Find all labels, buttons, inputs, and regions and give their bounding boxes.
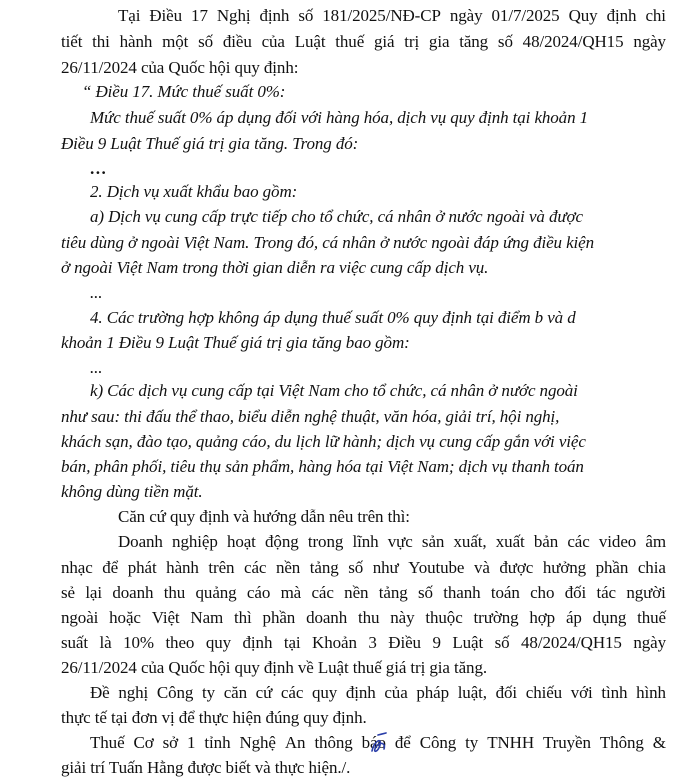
word: theo [165, 633, 195, 652]
word: hoặc [109, 608, 141, 627]
word: nhạc [61, 558, 93, 577]
ellipsis: ... [90, 358, 103, 377]
word: này [390, 608, 415, 627]
word: lĩnh [352, 532, 379, 551]
request-line: thực tế tại đơn vị để thực hiện đúng quy định. [61, 708, 367, 727]
word: suất [61, 633, 88, 652]
word: 181/2025/NĐ-CP [322, 6, 441, 25]
word: phát [127, 558, 157, 577]
word: 48/2024/QH15 [521, 633, 622, 652]
word: Truyền [543, 733, 591, 752]
word: nghiệp [172, 532, 218, 551]
word: Khoản [312, 633, 357, 652]
word: tảng [378, 583, 408, 602]
word: cho [530, 583, 555, 602]
word: bản [533, 532, 559, 551]
word: chi [645, 6, 666, 25]
para-1-line-1 [118, 4, 666, 28]
conclusion-line [61, 631, 666, 655]
word: vực [387, 532, 413, 551]
quote-line: khoản 1 Điều 9 Luật Thuế giá trị gia tăng bao gồm: [61, 333, 410, 352]
word: nghị [118, 683, 149, 702]
word: báo [361, 733, 386, 752]
signature-mark [368, 731, 390, 755]
quote-line: tiêu dùng ở ngoài Việt Nam. Trong đó, cá nhân ở nước ngoài đáp ứng điều kiện [61, 233, 595, 252]
word: tình [601, 683, 628, 702]
word: chiếu [525, 683, 563, 702]
word: thu [163, 583, 186, 602]
conclusion-line [61, 556, 666, 580]
word: 17 [191, 6, 208, 25]
quote-line: Điều 9 Luật Thuế giá trị gia tăng. Trong đó: [61, 134, 359, 153]
word: trên [208, 558, 235, 577]
word: tăng [459, 32, 489, 51]
word: ngày [449, 6, 483, 25]
word: nền [344, 583, 369, 602]
word: sản [421, 532, 445, 551]
quote-line: như sau: thi đấu thể thao, biểu diễn nghệ thuật, văn hóa, giải trí, hội nghị, [61, 407, 560, 426]
word: của [261, 32, 285, 51]
word: để [394, 733, 411, 752]
word: số [198, 32, 214, 51]
word: pháp [416, 683, 449, 702]
quote-heading: “ Điều 17. Mức thuế suất 0%: [82, 82, 286, 101]
word: dụng [592, 608, 627, 627]
word: giá [373, 32, 395, 51]
word: Luật [294, 32, 326, 51]
word: tiết [61, 32, 83, 51]
word: 9 [432, 633, 441, 652]
word: luật, [457, 683, 487, 702]
word: tảng [309, 558, 339, 577]
word: ty [465, 733, 479, 752]
quote-line: không dùng tiền mặt. [61, 482, 203, 501]
word: như [372, 558, 399, 577]
word: Quy [568, 6, 598, 25]
word: với [570, 683, 593, 702]
word: của [384, 683, 408, 702]
word: doanh [306, 608, 348, 627]
word: ngày [633, 32, 666, 51]
word: ty [201, 683, 215, 702]
word: số [494, 633, 510, 652]
word: động [265, 532, 299, 551]
word: gia [428, 32, 450, 51]
word: quy [205, 633, 232, 652]
word: Nam [190, 608, 224, 627]
word: sẻ [61, 583, 75, 602]
word: số [497, 32, 513, 51]
word: Nghệ [239, 733, 276, 752]
word: 10% [123, 633, 154, 652]
word: TNHH [487, 733, 535, 752]
ellipsis: ... [90, 283, 103, 302]
word: Điều [388, 633, 421, 652]
word: và [473, 558, 490, 577]
basis-line: Căn cứ quy định và hướng dẫn nêu trên thì: [118, 507, 410, 526]
word: thuộc [425, 608, 463, 627]
word: người [626, 583, 666, 602]
word: áp [565, 608, 582, 627]
para-1-line-3: 26/11/2024 của Quốc hội quy định: [61, 58, 299, 77]
word: xuất [495, 532, 525, 551]
word: thuế [637, 608, 666, 627]
word: Tại [118, 6, 141, 25]
word: định [242, 633, 273, 652]
quote-line: a) Dịch vụ cung cấp trực tiếp cho tổ chức, cá nhân ở nước ngoài và được [90, 207, 583, 226]
quote-line: ở ngoài Việt Nam trong thời gian diễn ra việc cung cấp dịch vụ. [61, 258, 489, 277]
word: thu [357, 608, 380, 627]
word: & [652, 733, 666, 752]
word: được [499, 558, 534, 577]
word: Nghị [216, 6, 251, 25]
word: Luật [452, 633, 484, 652]
word: Công [156, 683, 194, 702]
word: quy [311, 683, 338, 702]
word: An [284, 733, 306, 752]
word: âm [645, 532, 666, 551]
word: video [598, 532, 637, 551]
word: các [311, 583, 334, 602]
conclusion-line [118, 530, 666, 554]
word: thông [314, 733, 353, 752]
word: Youtube [408, 558, 465, 577]
word: trị [404, 32, 420, 51]
word: điều [222, 32, 252, 51]
word: hành [119, 32, 153, 51]
conclusion-line [61, 606, 666, 630]
word: 48/2024/QH15 [522, 32, 624, 51]
quote-line: khách sạn, đào tạo, quảng cáo, du lịch lữ hành; dịch vụ cung cấp gắn với việc [61, 432, 586, 451]
word: các [567, 532, 590, 551]
word: hình [636, 683, 666, 702]
word: trong [307, 532, 344, 551]
word: số [417, 583, 433, 602]
quote-line: bán, phân phối, tiêu thụ sản phẩm, hàng hóa tại Việt Nam; dịch vụ thanh toán [61, 457, 584, 476]
ellipsis: … [90, 159, 107, 178]
word: căn [223, 683, 247, 702]
request-line [90, 681, 666, 705]
word: Đề [90, 683, 110, 702]
word: để [102, 558, 119, 577]
para-1-line-2 [61, 30, 666, 54]
word: mà [280, 583, 302, 602]
word: Việt [151, 608, 180, 627]
word: xuất, [453, 532, 487, 551]
quote-line: 2. Dịch vụ xuất khẩu bao gồm: [90, 182, 298, 201]
word: ngày [633, 633, 666, 652]
word: toán [490, 583, 520, 602]
word: thuế [335, 32, 365, 51]
word: hợp [529, 608, 556, 627]
word: số [348, 558, 364, 577]
word: Cơ [133, 733, 154, 752]
word: ngoài [61, 608, 99, 627]
word: Doanh [118, 532, 163, 551]
word: cứ [255, 683, 273, 702]
word: số [298, 6, 314, 25]
word: thanh [443, 583, 481, 602]
word: quảng [195, 583, 237, 602]
quote-line: 4. Các trường hợp không áp dụng thuế suất 0% quy định tại điểm b và d [90, 308, 576, 327]
word: tác [596, 583, 616, 602]
word: Thông [599, 733, 644, 752]
word: các [244, 558, 267, 577]
word: 01/7/2025 [491, 6, 560, 25]
word: một [162, 32, 189, 51]
word: tỉnh [204, 733, 231, 752]
word: chia [637, 558, 666, 577]
word: hành [166, 558, 199, 577]
conclusion-line [61, 581, 666, 605]
word: định [606, 6, 637, 25]
word: trường [473, 608, 519, 627]
word: tại [283, 633, 301, 652]
word: nền [275, 558, 301, 577]
word: lại [85, 583, 103, 602]
quote-line: k) Các dịch vụ cung cấp tại Việt Nam cho tổ chức, cá nhân ở nước ngoài [90, 381, 578, 400]
word: 1 [187, 733, 196, 752]
word: đối [495, 683, 518, 702]
word: 3 [368, 633, 377, 652]
word: các [280, 683, 304, 702]
word: hưởng [542, 558, 587, 577]
word: đối [564, 583, 587, 602]
word: Điều [149, 6, 183, 25]
word: cáo [246, 583, 271, 602]
word: Thuế [90, 733, 125, 752]
word: định [259, 6, 290, 25]
word: thì [234, 608, 252, 627]
word: Công [419, 733, 457, 752]
closing-line: giải trí Tuấn Hằng được biết và thực hiện./. [61, 758, 351, 777]
word: doanh [112, 583, 154, 602]
word: hoạt [226, 532, 256, 551]
conclusion-line: 26/11/2024 của Quốc hội quy định về Luật thuế giá trị gia tăng. [61, 658, 488, 677]
quote-line: Mức thuế suất 0% áp dụng đối với hàng hóa, dịch vụ quy định tại khoản 1 [90, 108, 589, 127]
word: là [99, 633, 112, 652]
word: định [345, 683, 376, 702]
word: sở [162, 733, 179, 752]
word: phần [262, 608, 296, 627]
word: phần [595, 558, 629, 577]
word: thi [92, 32, 110, 51]
